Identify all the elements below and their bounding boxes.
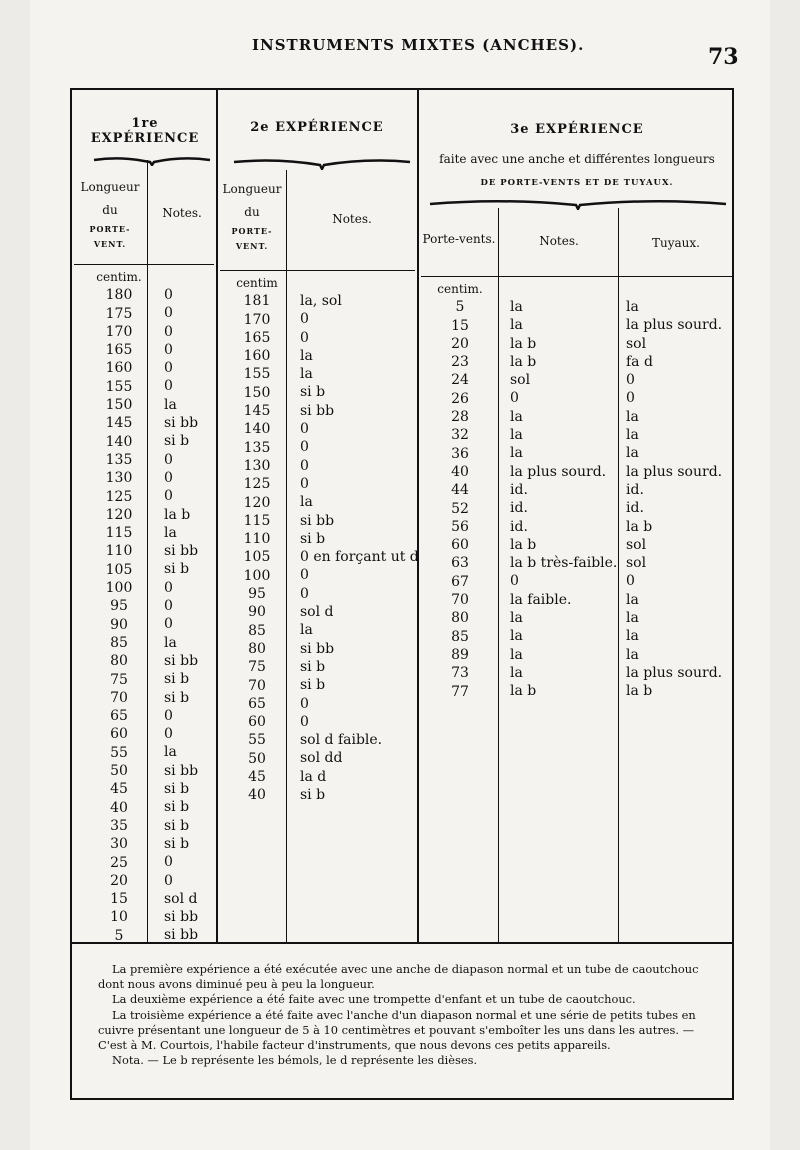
footnote-2: La deuxième expérience a été faite avec une trompette d'enfant et un tube de caoutchouc. [112,992,636,1007]
exp3-pipe-cell: sol [626,335,647,352]
exp1-note-cell: 0 [164,287,173,303]
exp2-length-cell: 155 [243,366,271,383]
exp3-brace [428,194,728,210]
exp1-length-cell: 105 [105,561,133,578]
exp3-pipe-cell: la [626,646,639,663]
exp3-note-cell: la [510,628,523,645]
exp3-pipe-cell: la [626,591,639,608]
exp3-length-cell: 70 [451,592,469,609]
exp3-pipe-cell: la b [626,683,653,700]
exp3-notes-heading: Notes. [539,234,579,248]
exp3-length-cell: 20 [451,335,469,352]
exp3-pipe-cell: la [626,610,639,627]
exp3-pipe-cell: id. [626,500,644,517]
exp1-note-cell: 0 [164,872,173,889]
exp1-note-cell: si bb [164,415,199,432]
exp3-note-cell: la faible. [510,591,572,608]
exp1-note-cell: si b [164,817,190,834]
exp1-length-cell: 45 [110,781,128,798]
page-number: 73 [708,44,739,70]
exp2-length-cell: 130 [243,457,271,474]
exp3-note-cell: la [510,664,523,681]
exp1-length-cell: 115 [105,525,133,542]
exp3-pipe-cell: la plus sourd. [626,664,723,681]
exp3-note-cell: la b très-faible. [510,555,618,572]
exp3-pipe-cell: la plus sourd. [626,463,723,480]
exp1-length-cell: 20 [110,872,128,889]
exp2-note-cell: la [300,366,313,383]
exp1-note-cell: si bb [164,909,199,926]
exp3-length-cell: 28 [451,409,469,426]
exp2-note-cell: la [300,347,313,364]
rule-exp2-head [220,270,415,271]
exp2-length-heading: Longueur du PORTE- VENT. [222,182,282,251]
exp2-note-cell: si bb [300,512,335,529]
exp2-length-cell: 50 [248,750,266,767]
exp2-notes-heading: Notes. [332,212,372,226]
exp2-length-cell: 150 [243,384,271,401]
exp2-length-cell: 135 [243,439,271,456]
exp3-pipe-cell: fa d [626,353,653,370]
exp2-note-cell: 0 [300,585,309,602]
table-frame [70,88,734,1100]
exp2-length-cell: 170 [243,311,271,328]
exp2-note-cell: si bb [300,402,335,419]
divider-exp1-exp2 [216,90,218,942]
exp3-length-cell: 26 [451,390,469,407]
footnotes [98,962,710,1068]
exp3-title: 3e EXPÉRIENCE [510,122,644,137]
exp2-length-cell: 85 [248,622,266,639]
exp1-length-cell: 150 [105,397,133,414]
exp2-note-cell: 0 [300,439,309,456]
exp2-length-cell: 145 [243,403,271,420]
exp3-note-cell: la [510,610,523,627]
exp1-lengths-column [94,268,144,944]
exp2-note-cell: sol d faible. [300,732,383,749]
exp1-length-cell: 30 [110,836,128,853]
exp1-length-cell: 55 [110,744,128,761]
exp2-note-cell: la, sol [300,293,342,309]
exp1-note-cell: la [164,524,177,541]
exp1-length-cell: 40 [110,799,128,816]
exp2-note-cell: sol dd [300,750,343,767]
exp1-note-cell: 0 [164,360,173,377]
exp3-note-cell: la [510,408,523,425]
exp2-note-cell: 0 en forçant ut d [300,549,419,566]
exp1-length-cell: 100 [105,580,133,597]
exp1-title: 1re EXPÉRIENCE [90,116,200,146]
exp1-length-cell: 65 [110,708,128,725]
exp1-note-cell: 0 [164,726,173,743]
exp1-note-cell: si bb [164,927,199,944]
exp1-note-cell: sol d [164,890,198,907]
exp1-length-cell: 90 [110,616,128,633]
exp1-note-cell: si bb [164,543,199,560]
exp2-length-cell: 90 [248,604,266,621]
exp1-note-cell: 0 [164,579,173,596]
exp1-note-cell: la [164,396,177,413]
exp3-pipe-cell: la [626,445,639,462]
exp3-length-cell: 73 [451,665,469,682]
exp2-length-cell: 95 [248,586,266,603]
exp3-length-cell: 15 [451,317,469,334]
exp2-note-cell: si bb [300,640,335,657]
exp2-length-cell: 140 [243,421,271,438]
exp3-pipe-cell: la [626,427,639,444]
exp2-length-cell: 115 [243,512,271,529]
exp3-pipe-cell: la b [626,518,653,535]
exp2-note-cell: sol d [300,604,334,621]
exp2-length-cell: 40 [248,787,266,804]
exp1-note-cell: 0 [164,469,173,486]
exp1-length-cell: 140 [105,433,133,450]
exp1-note-cell: si b [164,433,190,450]
exp2-unit: centim [236,276,278,290]
exp1-note-cell: la [164,634,177,651]
exp1-note-cell: 0 [164,854,173,871]
exp1-note-cell: si b [164,781,190,798]
exp1-length-cell: 180 [105,287,133,304]
exp1-length-cell: 175 [105,305,133,322]
exp3-length-cell: 32 [451,427,469,444]
exp2-length-cell: 45 [248,769,266,786]
exp2-note-cell: 0 [300,329,309,346]
exp1-note-cell: si b [164,835,190,852]
exp1-length-cell: 5 [114,927,124,944]
exp1-length-cell: 160 [105,360,133,377]
exp3-length-cell: 5 [455,299,465,316]
exp3-length-heading: Porte-vents. [422,232,496,246]
exp1-note-cell: 0 [164,488,173,505]
running-title: INSTRUMENTS MIXTES (ANCHES). [252,36,585,54]
exp1-note-cell: 0 [164,598,173,615]
exp2-note-cell: 0 [300,475,309,492]
exp3-unit: centim. [437,282,483,296]
exp2-length-cell: 125 [243,476,271,493]
exp1-length-cell: 155 [105,378,133,395]
exp1-note-cell: 0 [164,707,173,724]
exp1-length-cell: 80 [110,653,128,670]
footnote-1: La première expérience a été exécutée avec une anche de diapason normal et un tube de caoutchouc dont nous avons diminué peu à peu la longueur. [98,962,699,992]
exp3-notes-column [510,298,617,701]
book-page [30,0,770,1150]
exp3-pipe-cell: la [626,408,639,425]
exp3-length-cell: 85 [451,628,469,645]
exp2-length-cell: 80 [248,640,266,657]
exp1-length-cell: 50 [110,763,128,780]
exp1-note-cell: 0 [164,305,173,322]
exp1-note-cell: si bb [164,652,199,669]
exp2-note-cell: 0 [300,567,309,584]
exp2-note-cell: la [300,494,313,511]
exp1-note-cell: si b [164,561,190,578]
exp1-note-cell: 0 [164,341,173,358]
exp2-note-cell: 0 [300,457,309,474]
exp3-length-cell: 23 [451,354,469,371]
exp1-length-cell: 15 [110,891,128,908]
exp1-length-cell: 95 [110,598,128,615]
exp1-length-cell: 130 [105,470,133,487]
divider-exp3-pipes [618,208,619,942]
exp1-note-cell: si bb [164,762,199,779]
exp2-note-cell: si b [300,658,326,675]
exp2-note-cell: si b [300,530,326,547]
exp3-length-cell: 63 [451,555,469,572]
exp2-note-cell: 0 [300,311,309,328]
exp3-pipe-cell: sol [626,536,647,553]
divider-exp2-notes [286,170,287,942]
exp2-length-cell: 105 [243,549,271,566]
exp3-pipe-cell: la plus sourd. [626,317,723,334]
exp3-pipe-cell: sol [626,555,647,572]
exp3-pipe-cell: la [626,628,639,645]
exp2-length-cell: 55 [248,732,266,749]
exp1-note-cell: 0 [164,323,173,340]
footnote-3: La troisième expérience a été faite avec l'anche d'un diapason normal et une série de petits tubes en cuivre présentant une longueur de 5 à 10 centimètres et pouvant s'emboîter les uns dans les autres. — C'est à M. Courtois, l'habile facteur d'instruments, que nous devons ces petits appareils. [98,1007,696,1053]
exp2-length-cell: 165 [243,329,271,346]
exp3-length-cell: 67 [451,573,469,590]
exp3-note-cell: la plus sourd. [510,463,607,480]
exp2-length-cell: 70 [248,677,266,694]
exp1-note-cell: si b [164,671,190,688]
exp3-length-cell: 52 [451,500,469,517]
exp3-note-cell: 0 [510,573,519,590]
exp1-length-cell: 60 [110,726,128,743]
exp1-note-cell: 0 [164,378,173,395]
exp3-pipe-cell: la [626,299,639,315]
exp3-length-cell: 77 [451,683,469,700]
exp1-length-cell: 10 [110,909,128,926]
exp1-length-cell: 75 [110,671,128,688]
exp2-length-cell: 65 [248,695,266,712]
exp1-note-cell: 0 [164,451,173,468]
exp2-note-cell: si b [300,677,326,694]
exp3-pipe-cell: 0 [626,573,635,590]
exp3-pipe-cell: id. [626,481,644,498]
exp2-length-cell: 110 [243,531,271,548]
exp2-note-cell: la d [300,768,327,785]
exp1-length-cell: 170 [105,323,133,340]
exp1-note-cell: si b [164,689,190,706]
exp3-pipe-cell: 0 [626,372,635,389]
exp2-note-cell: 0 [300,713,309,730]
rule-exp3-head [421,276,732,277]
exp2-lengths-column [232,274,282,804]
exp2-note-cell: 0 [300,421,309,438]
exp3-length-cell: 60 [451,537,469,554]
exp1-length-cell: 125 [105,488,133,505]
exp1-length-cell: 25 [110,854,128,871]
exp1-length-cell: 135 [105,451,133,468]
exp1-note-cell: la [164,744,177,761]
exp2-title: 2e EXPÉRIENCE [250,120,384,135]
exp2-note-cell: 0 [300,695,309,712]
exp1-length-cell: 110 [105,543,133,560]
exp1-notes-heading: Notes. [162,206,202,220]
exp3-note-cell: la b [510,683,537,700]
exp1-brace [92,152,212,166]
exp3-note-cell: la [510,646,523,663]
exp1-length-cell: 70 [110,689,128,706]
exp1-length-cell: 120 [105,506,133,523]
exp2-length-cell: 100 [243,567,271,584]
exp3-note-cell: id. [510,481,528,498]
exp1-unit: centim. [96,270,142,284]
exp3-length-cell: 36 [451,445,469,462]
exp1-length-cell: 35 [110,817,128,834]
exp2-notes-column [300,292,419,804]
rule-exp1-head [74,264,214,265]
exp3-note-cell: la b [510,536,537,553]
exp2-length-cell: 120 [243,494,271,511]
exp3-length-cell: 24 [451,372,469,389]
exp3-note-cell: sol [510,372,531,389]
exp3-length-cell: 80 [451,610,469,627]
exp3-pipes-heading: Tuyaux. [652,236,700,250]
exp3-note-cell: la [510,445,523,462]
exp1-length-heading: Longueur du PORTE- VENT. [80,180,140,249]
exp3-lengths-column [432,280,488,700]
exp2-note-cell: la [300,622,313,639]
exp3-pipes-column [626,298,722,701]
exp3-note-cell: la b [510,335,537,352]
exp3-length-cell: 44 [451,482,469,499]
exp3-note-cell: la [510,299,523,315]
exp3-pipe-cell: 0 [626,390,635,407]
exp3-subtitle: faite avec une anche et différentes longueurs [439,152,715,166]
exp2-brace [232,154,412,170]
exp1-note-cell: si b [164,799,190,816]
exp2-note-cell: si b [300,384,326,401]
exp1-note-cell: la b [164,506,191,523]
exp3-note-cell: la b [510,353,537,370]
exp3-subtitle-caps: DE PORTE-VENTS ET DE TUYAUX. [480,178,674,188]
exp2-length-cell: 181 [243,293,271,310]
exp3-note-cell: la [510,317,523,334]
exp2-length-cell: 160 [243,348,271,365]
divider-exp1-notes [147,160,148,942]
exp1-notes-column [164,286,198,945]
exp2-length-cell: 60 [248,714,266,731]
exp3-length-cell: 89 [451,646,469,663]
exp2-length-cell: 75 [248,659,266,676]
footnote-nota: Nota. — Le b représente les bémols, le d représente les dièses. [112,1053,478,1068]
exp3-length-cell: 56 [451,518,469,535]
exp3-note-cell: id. [510,518,528,535]
exp3-note-cell: 0 [510,390,519,407]
exp3-note-cell: id. [510,500,528,517]
exp1-length-cell: 145 [105,415,133,432]
exp1-length-cell: 85 [110,634,128,651]
exp3-length-cell: 40 [451,463,469,480]
exp3-note-cell: la [510,427,523,444]
exp1-length-cell: 165 [105,342,133,359]
exp1-note-cell: 0 [164,616,173,633]
exp2-note-cell: si b [300,787,326,804]
divider-exp3-notes [498,208,499,942]
